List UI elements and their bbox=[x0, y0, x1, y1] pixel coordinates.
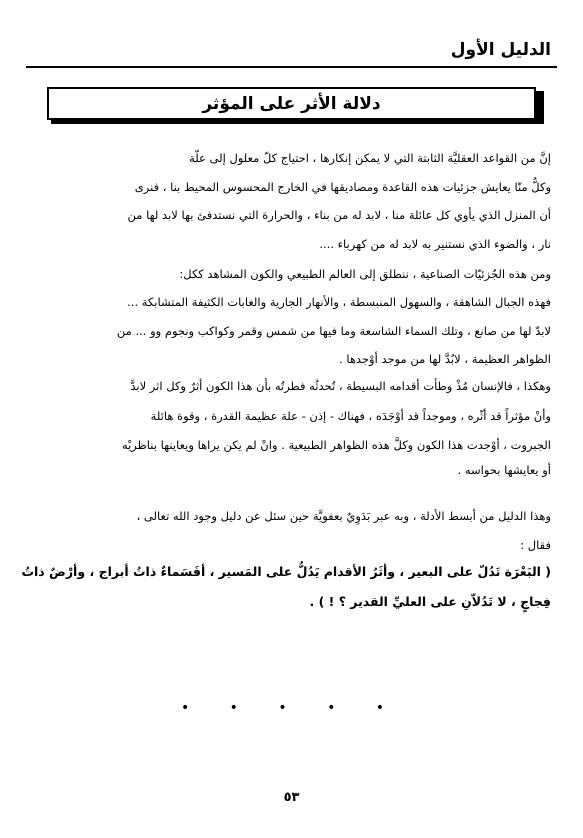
paragraph-line: فهذه الجبال الشاهقة ، والسهول المنبسطة ، والأنهار الجارية والغابات الكثيفة المتشابكة ... bbox=[127, 295, 551, 309]
paragraph-line: الجبروت ، أوْجدت هذا الكون وكلَّ هذه الظواهر الطبيعية . وانْ لم يكن يراها ويعاينها بناظريْه bbox=[121, 438, 551, 452]
paragraph-line: لابدّ لها من صانع ، وتلك السماء الشاسعة وما فيها من شمس وقمر وكواكب ونجوم وو ... من bbox=[116, 324, 551, 338]
paragraph-line: الظواهر العظيمة ، لابُدَّ لها من موجد أوْجدها . bbox=[339, 352, 551, 366]
paragraph-line: وهذا الدليل من أبسط الأدلة ، وبه عبر بَدَوِيٌ بعفويَّة حين سئل عن دليل وجود الله تعالى ، bbox=[136, 509, 551, 523]
section-ornament: • • • • • bbox=[180, 700, 403, 716]
paragraph-line: ومن هذه الجُزئيّات الصناعية ، ننطلق إلى العالم الطبيعي والكون المشاهد ككل: bbox=[179, 267, 551, 281]
paragraph-line: وأنْ مؤثراً قد أثّره ، وموجداً قد أوْجَدَه ، فهناك - إذن - علة عظيمة القدرة ، وقوة هائلة bbox=[150, 409, 551, 423]
paragraph-line: نار ، والضوء الذي نستنير به لابد له من كهرباء .... bbox=[319, 237, 551, 251]
paragraph-line: وهكذا ، فالإنسان مُذْ وطأت أقدامه البسيطة ، تُحدثُه فطرتُه بأن هذا الكون أثرٌ وكل اثر لابدَّ bbox=[130, 379, 551, 393]
section-title: دلالة الأثر على المؤثر bbox=[202, 93, 381, 114]
section-title-box bbox=[47, 87, 536, 120]
quote-line: فِجاجٍ ، لا تَدُلاّنِ على العليِّ القدير ؟ ! ) . bbox=[309, 594, 551, 609]
chapter-title: الدليل الأول bbox=[450, 40, 551, 60]
paragraph-line: أو يعايشها بحواسه . bbox=[457, 463, 551, 477]
page-number: ٥٣ bbox=[283, 790, 300, 805]
paragraph-line: أن المنزل الذي يأوي كل عائلة منا ، لابد له من بناء ، والحرارة التي نستدفئ بها لابد لها من bbox=[127, 208, 551, 222]
header-rule bbox=[26, 66, 557, 68]
quote-line: ( البَعْرَة تَدُلّ على البعير ، وأثَرُ الأقدام يَدُلُّ على المَسير ، أفَسَماءٌ ذاتُ أبراج ، وأرْضٌ ذاتُ bbox=[21, 564, 551, 579]
paragraph-line: إنَّ من القواعد العقليَّة الثابتة التي لا يمكن إنكارها ، احتياج كلّ معلول إلى علّة bbox=[189, 151, 551, 165]
paragraph-line: وكلُّ منّا يعايش جزئيات هذه القاعدة ومصاديقها في الخارج المحسوس المحيط بنا ، فنرى bbox=[134, 180, 551, 194]
paragraph-line: فقال : bbox=[520, 538, 551, 552]
